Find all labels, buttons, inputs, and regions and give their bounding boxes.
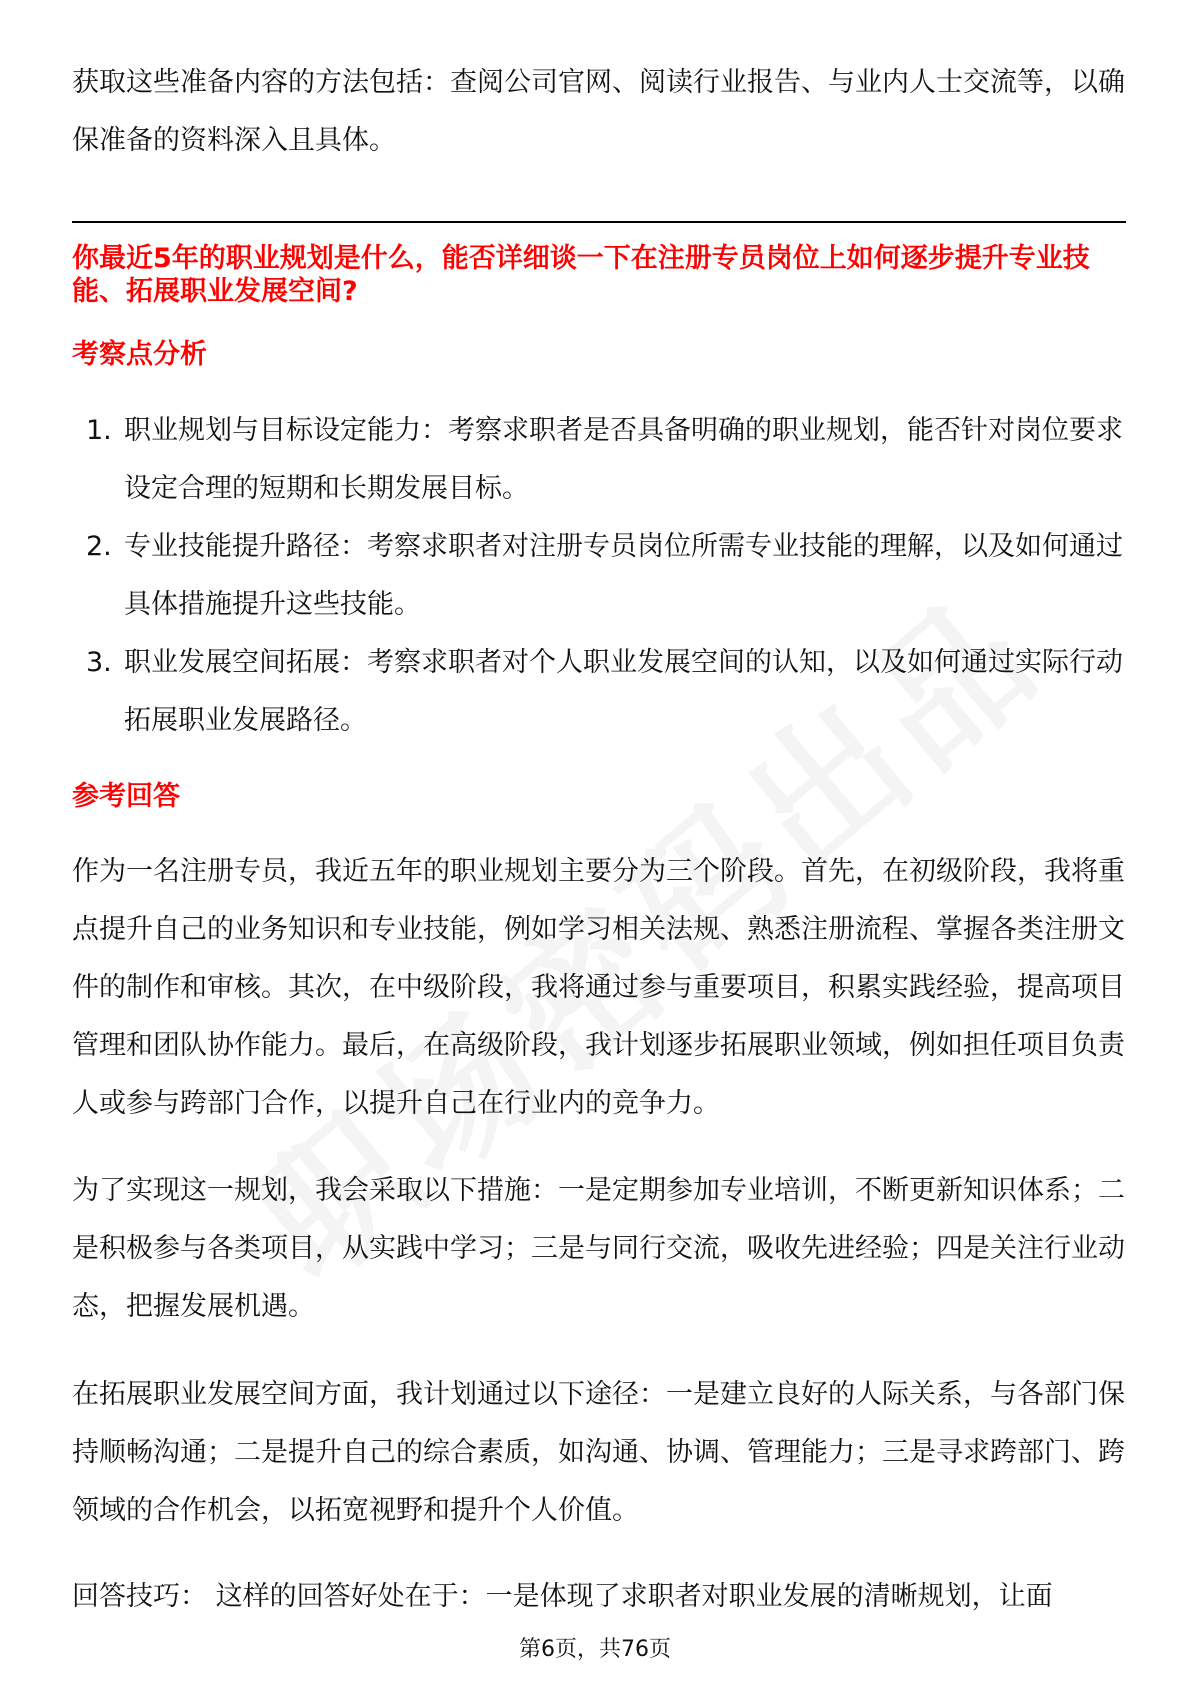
- answer-paragraph: 在拓展职业发展空间方面，我计划通过以下途径：一是建立良好的人际关系，与各部门保持顺畅沟通；二是提升自己的综合素质，如沟通、协调、管理能力；三是寻求跨部门、跨领域的合作机会，以拓宽视野和提升个人价值。: [72, 1379, 1125, 1526]
- list-item: [72, 402, 1132, 518]
- intro-paragraph: 获取这些准备内容的方法包括：查阅公司官网、阅读行业报告、与业内人士交流等，以确保准备的资料深入且具体。: [72, 67, 1125, 156]
- item-text: 职业发展空间拓展：考察求职者对个人职业发展空间的认知，以及如何通过实际行动拓展职业发展路径。: [124, 647, 1123, 736]
- analysis-heading: 考察点分析: [72, 339, 207, 370]
- item-number: 1.: [86, 415, 112, 446]
- answer-heading: 参考回答: [72, 781, 180, 812]
- list-item: [72, 634, 1132, 750]
- item-text: 专业技能提升路径：考察求职者对注册专员岗位所需专业技能的理解，以及如何通过具体措施提升这些技能。: [124, 531, 1123, 620]
- answer-tips: 回答技巧： 这样的回答好处在于：一是体现了求职者对职业发展的清晰规划，让面: [72, 1581, 1053, 1612]
- item-text: 职业规划与目标设定能力：考察求职者是否具备明确的职业规划，能否针对岗位要求设定合理的短期和长期发展目标。: [124, 415, 1123, 504]
- section-divider: [72, 221, 1126, 223]
- answer-paragraph: 为了实现这一规划，我会采取以下措施：一是定期参加专业培训，不断更新知识体系；二是积极参与各类项目，从实践中学习；三是与同行交流，吸收先进经验；四是关注行业动态，把握发展机遇。: [72, 1175, 1125, 1322]
- page-number: 第6页，共76页: [519, 1637, 671, 1662]
- question-title: 你最近5年的职业规划是什么，能否详细谈一下在注册专员岗位上如何逐步提升专业技能、拓展职业发展空间?: [72, 243, 1090, 307]
- item-number: 3.: [86, 647, 112, 678]
- answer-paragraph: 作为一名注册专员，我近五年的职业规划主要分为三个阶段。首先，在初级阶段，我将重点提升自己的业务知识和专业技能，例如学习相关法规、熟悉注册流程、掌握各类注册文件的制作和审核。其次，在中级阶段，我将通过参与重要项目，积累实践经验，提高项目管理和团队协作能力。最后，在高级阶段，我计划逐步拓展职业领域，例如担任项目负责人或参与跨部门合作，以提升自己在行业内的竞争力。: [72, 856, 1125, 1119]
- list-item: [72, 518, 1132, 634]
- analysis-list: [72, 402, 1132, 750]
- item-number: 2.: [86, 531, 112, 562]
